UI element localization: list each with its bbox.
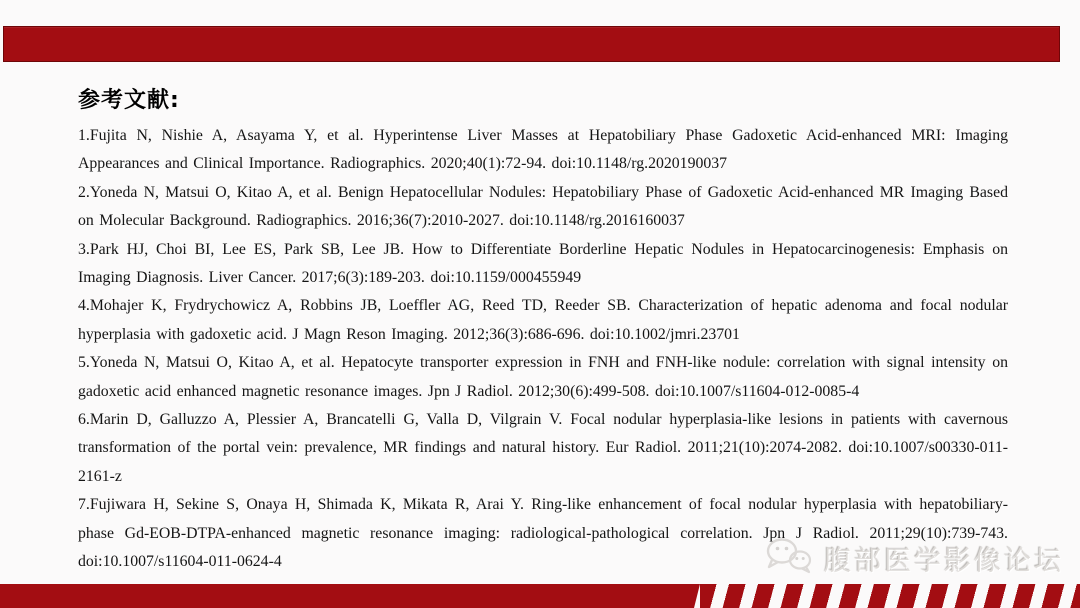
watermark (762, 538, 1064, 578)
bottom-solid-bar (0, 584, 700, 608)
references-section (78, 88, 1008, 577)
reference-item-7: 7.Fujiwara H, Sekine S, Onaya H, Shimada K, Mikata R, Arai Y. Ring-like enhancement of focal nodular hyperplasia with hepatobiliary-phase Gd-EOB-DTPA-enhanced magnetic resonance imaging: radiological-pathological correlation. Jpn J Radiol. 2011;29(10):739-743. doi:10.1007/s11604-011-0624-4 (78, 496, 1008, 571)
reference-item-1: 1.Fujita N, Nishie A, Asayama Y, et al. Hyperintense Liver Masses at Hepatobiliary Phase Gadoxetic Acid-enhanced MRI: Imaging Appearances and Clinical Importance. Radiographics. 2020;40(1):72-94. doi:10.1148/rg.2020190037 (78, 127, 1008, 173)
reference-item-2: 2.Yoneda N, Matsui O, Kitao A, et al. Benign Hepatocellular Nodules: Hepatobiliary Phase of Gadoxetic Acid-enhanced MR Imaging Based on Molecular Background. Radiographics. 2016;36(7):2010-2027. doi:10.1148/rg.2016160037 (78, 183, 1008, 230)
bottom-band (0, 584, 1080, 608)
watermark-label: 腹部医学影像论坛 (824, 545, 1064, 577)
reference-item-6: 6.Marin D, Galluzzo A, Plessier A, Brancatelli G, Valla D, Vilgrain V. Focal nodular hyperplasia-like lesions in patients with cavernous transformation of the portal vein: prevalence, MR findings and natural history. Eur Radiol. 2011;21(10):2074-2082. doi:10.1007/s00330-011-2161-z (78, 411, 1008, 485)
wechat-icon (762, 535, 814, 582)
top-banner-bar (3, 26, 1060, 62)
references-heading: 参考文献: (78, 88, 180, 113)
reference-item-5: 5.Yoneda N, Matsui O, Kitao A, et al. Hepatocyte transporter expression in FNH and FNH-like nodule: correlation with signal intensity on gadoxetic acid enhanced magnetic resonance images. Jpn J Radiol. 2012;30(6):499-508. doi:10.1007/s11604-012-0085-4 (78, 354, 1008, 400)
reference-item-3: 3.Park HJ, Choi BI, Lee ES, Park SB, Lee JB. How to Differentiate Borderline Hepatic Nodules in Hepatocarcinogenesis: Emphasis on Imaging Diagnosis. Liver Cancer. 2017;6(3):189-203. doi:10.1159/000455949 (78, 240, 1008, 287)
reference-item-4: 4.Mohajer K, Frydrychowicz A, Robbins JB, Loeffler AG, Reed TD, Reeder SB. Characterization of hepatic adenoma and focal nodular hyperplasia with gadoxetic acid. J Magn Reson Imaging. 2012;36(3):686-696. doi:10.1002/jmri.23701 (78, 297, 1008, 343)
bottom-diagonal-stripes (700, 584, 1080, 608)
